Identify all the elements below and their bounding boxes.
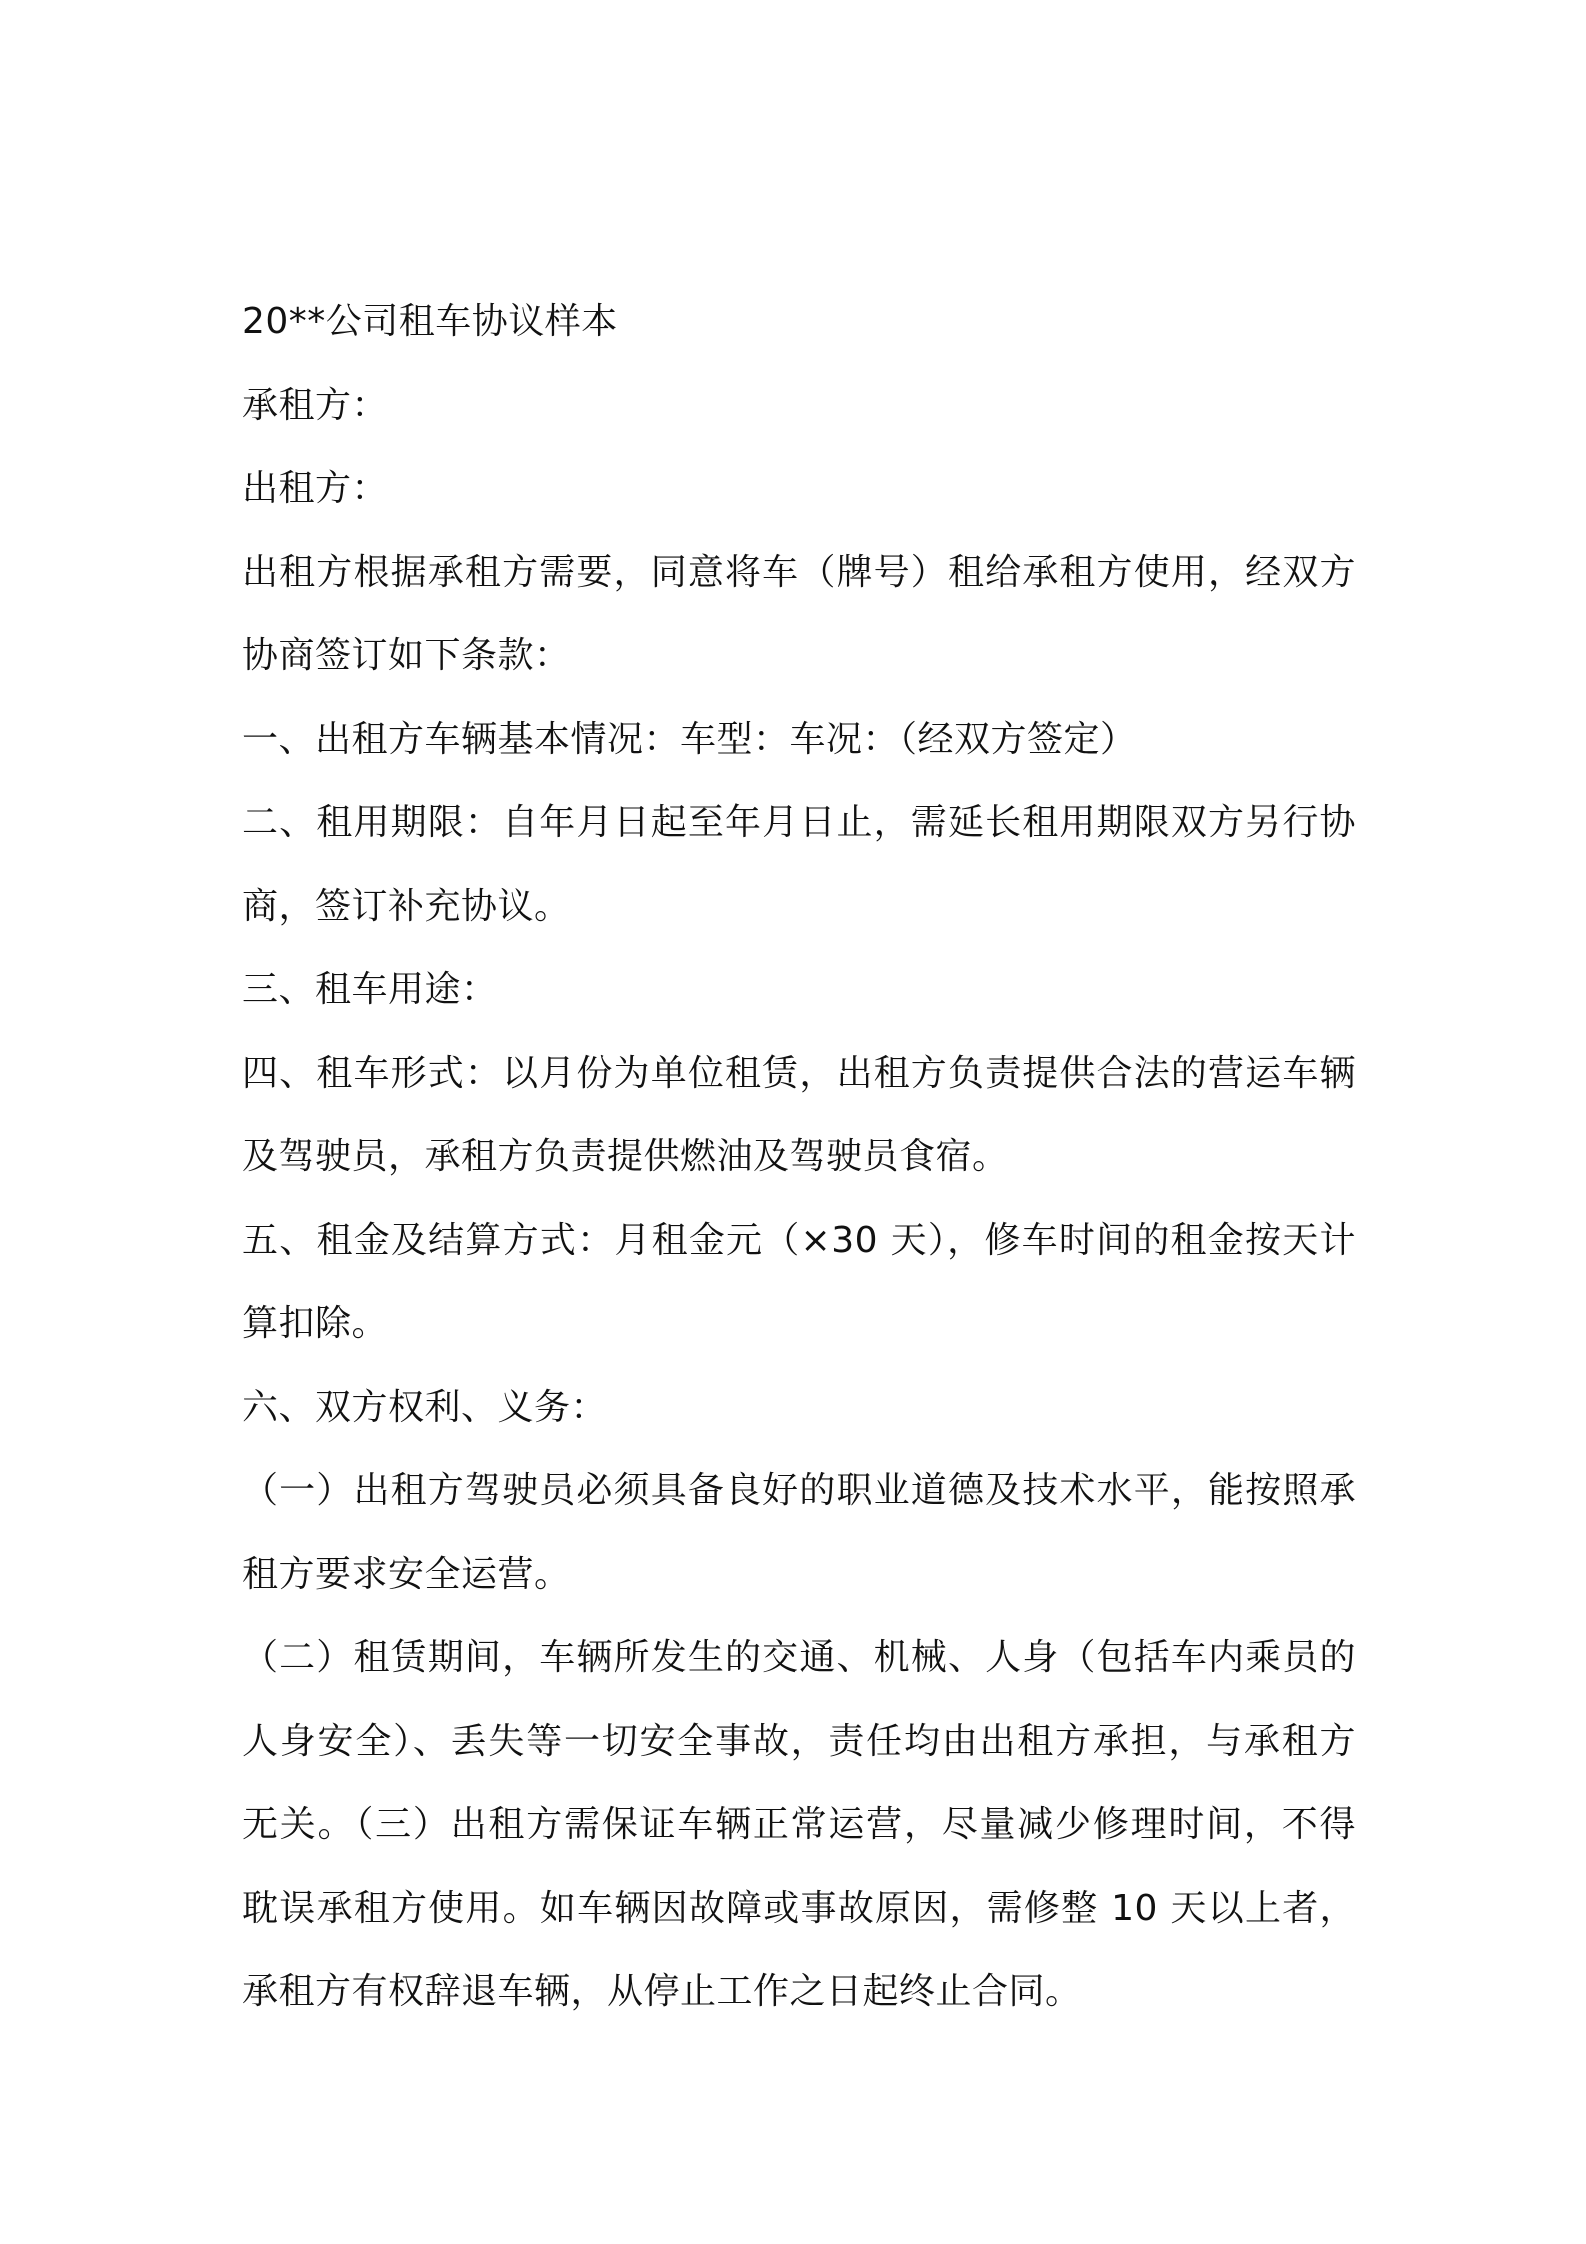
clause-4-line: 及驾驶员，承租方负责提供燃油及驾驶员食宿。 (242, 1136, 1009, 1177)
document-title: 20**公司租车协议样本 (242, 301, 618, 342)
subclause-3-line: 承租方有权辞退车辆，从停止工作之日起终止合同。 (242, 1971, 1082, 2012)
document-body (242, 280, 1356, 2034)
subclause-1-line: （一）出租方驾驶员必须具备良好的职业道德及技术水平，能按照承 (242, 1470, 1356, 1511)
subclause-3-line: 无关。（三）出租方需保证车辆正常运营，尽量减少修理时间，不得 (242, 1804, 1356, 1845)
clause-5-line: 算扣除。 (242, 1303, 389, 1344)
lessee-line: 承租方： (242, 384, 389, 426)
clause-5-line: 五、租金及结算方式：月租金元（×30 天），修车时间的租金按天计 (242, 1219, 1356, 1261)
clause-6-line: 六、双方权利、义务： (242, 1386, 608, 1428)
clause-3-line: 三、租车用途： (242, 969, 498, 1010)
subclause-2-line: （二）租赁期间，车辆所发生的交通、机械、人身（包括车内乘员的 (242, 1637, 1356, 1678)
paragraph-line: 出租方根据承租方需要，同意将车（牌号）租给承租方使用，经双方 (242, 551, 1356, 593)
lessor-line: 出租方： (242, 468, 389, 509)
paragraph-line: 协商签订如下条款： (242, 635, 571, 676)
clause-4-line: 四、租车形式：以月份为单位租赁，出租方负责提供合法的营运车辆 (242, 1052, 1356, 1094)
subclause-1-line: 租方要求安全运营。 (242, 1553, 571, 1595)
clause-1-line: 一、出租方车辆基本情况：车型：车况：（经双方签定） (242, 718, 1137, 760)
clause-2-line: 商，签订补充协议。 (242, 885, 571, 927)
subclause-3-line: 耽误承租方使用。如车辆因故障或事故原因，需修整 10 天以上者， (242, 1887, 1356, 1929)
subclause-2-line: 人身安全）、丢失等一切安全事故，责任均由出租方承担，与承租方 (242, 1720, 1356, 1762)
clause-2-line: 二、租用期限：自年月日起至年月日止，需延长租用期限双方另行协 (242, 802, 1356, 843)
